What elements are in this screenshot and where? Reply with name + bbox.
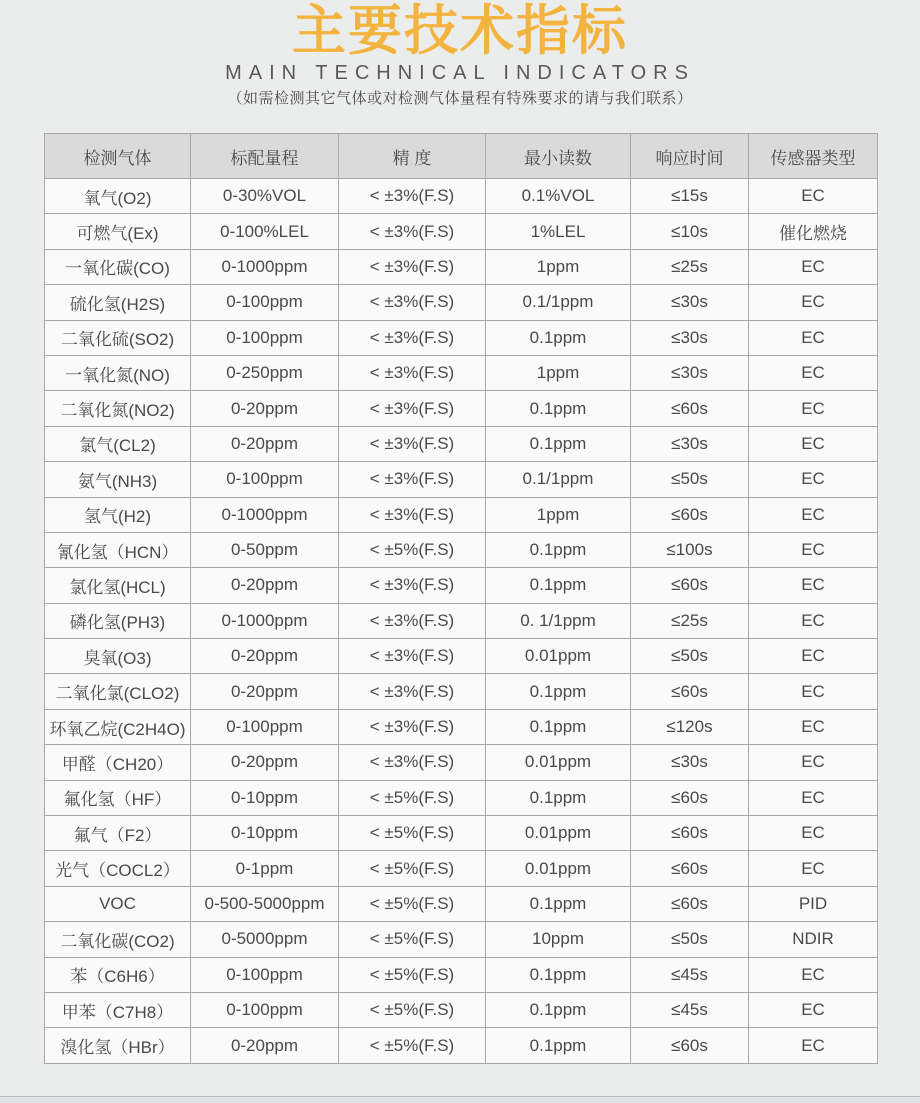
table-cell: EC xyxy=(749,851,878,886)
table-cell: < ±3%(F.S) xyxy=(339,214,486,249)
table-cell: EC xyxy=(749,709,878,744)
table-cell: ≤60s xyxy=(631,886,749,921)
table-row xyxy=(45,674,878,709)
table-cell: 0.1ppm xyxy=(486,886,631,921)
table-cell: < ±3%(F.S) xyxy=(339,639,486,674)
table-cell: < ±5%(F.S) xyxy=(339,780,486,815)
table-cell: < ±3%(F.S) xyxy=(339,709,486,744)
table-cell: ≤30s xyxy=(631,285,749,320)
table-cell: 0-1000ppm xyxy=(191,603,339,638)
table-cell: EC xyxy=(749,603,878,638)
table-cell: ≤60s xyxy=(631,497,749,532)
table-row xyxy=(45,462,878,497)
table-row xyxy=(45,816,878,851)
table-cell: 二氧化氮(NO2) xyxy=(45,391,191,426)
table-row xyxy=(45,639,878,674)
table-cell: ≤45s xyxy=(631,992,749,1027)
table-row xyxy=(45,391,878,426)
column-header-min-reading: 最小读数 xyxy=(486,134,631,179)
table-row xyxy=(45,922,878,957)
table-cell: EC xyxy=(749,745,878,780)
table-cell: 臭氧(O3) xyxy=(45,639,191,674)
table-row xyxy=(45,780,878,815)
table-cell: VOC xyxy=(45,886,191,921)
table-cell: < ±3%(F.S) xyxy=(339,426,486,461)
table-cell: 硫化氢(H2S) xyxy=(45,285,191,320)
table-cell: 环氧乙烷(C2H4O) xyxy=(45,709,191,744)
table-row xyxy=(45,992,878,1027)
table-cell: 0-250ppm xyxy=(191,355,339,390)
table-cell: EC xyxy=(749,816,878,851)
table-cell: < ±5%(F.S) xyxy=(339,886,486,921)
table-cell: < ±3%(F.S) xyxy=(339,568,486,603)
table-cell: 0.1ppm xyxy=(486,957,631,992)
table-cell: 0.1%VOL xyxy=(486,179,631,214)
table-cell: 0.1ppm xyxy=(486,1028,631,1063)
table-cell: EC xyxy=(749,320,878,355)
table-cell: < ±3%(F.S) xyxy=(339,745,486,780)
table-row xyxy=(45,1028,878,1063)
page-title: 主要技术指标 xyxy=(292,1,628,61)
table-cell: EC xyxy=(749,992,878,1027)
table-cell: 0-100%LEL xyxy=(191,214,339,249)
page-subtitle: MAIN TECHNICAL INDICATORS xyxy=(225,62,695,84)
table-cell: 0.1/1ppm xyxy=(486,285,631,320)
table-cell: 0.1ppm xyxy=(486,391,631,426)
table-cell: 氟化氢（HF） xyxy=(45,780,191,815)
table-cell: 0.1ppm xyxy=(486,320,631,355)
table-cell: 甲苯（C7H8） xyxy=(45,992,191,1027)
table-header-row xyxy=(45,134,878,179)
table-cell: 0.01ppm xyxy=(486,745,631,780)
table-cell: < ±3%(F.S) xyxy=(339,462,486,497)
table-cell: 氟气（F2） xyxy=(45,816,191,851)
table-cell: ≤50s xyxy=(631,639,749,674)
table-row xyxy=(45,179,878,214)
table-cell: 苯（C6H6） xyxy=(45,957,191,992)
page-header xyxy=(0,0,920,108)
column-header-gas: 检测气体 xyxy=(45,134,191,179)
table-cell: EC xyxy=(749,497,878,532)
table-row xyxy=(45,851,878,886)
table-cell: 光气（COCL2） xyxy=(45,851,191,886)
table-cell: 0.01ppm xyxy=(486,851,631,886)
table-cell: ≤25s xyxy=(631,603,749,638)
table-cell: ≤15s xyxy=(631,179,749,214)
table-cell: ≤45s xyxy=(631,957,749,992)
table-cell: 0-10ppm xyxy=(191,780,339,815)
table-cell: EC xyxy=(749,1028,878,1063)
table-row xyxy=(45,249,878,284)
table-row xyxy=(45,214,878,249)
technical-indicators-table xyxy=(44,133,878,1064)
table-cell: ≤60s xyxy=(631,674,749,709)
table-cell: 0-20ppm xyxy=(191,391,339,426)
table-cell: NDIR xyxy=(749,922,878,957)
table-body xyxy=(45,179,878,1064)
table-cell: < ±5%(F.S) xyxy=(339,922,486,957)
table-cell: EC xyxy=(749,532,878,567)
table-cell: 0-1000ppm xyxy=(191,249,339,284)
table-cell: EC xyxy=(749,568,878,603)
table-cell: 0-1ppm xyxy=(191,851,339,886)
column-header-range: 标配量程 xyxy=(191,134,339,179)
table-cell: 0.1ppm xyxy=(486,780,631,815)
table-row xyxy=(45,426,878,461)
table-cell: 氯化氢(HCL) xyxy=(45,568,191,603)
table-cell: ≤60s xyxy=(631,780,749,815)
table-cell: < ±3%(F.S) xyxy=(339,674,486,709)
table-cell: 0.1ppm xyxy=(486,709,631,744)
table-cell: ≤60s xyxy=(631,1028,749,1063)
table-cell: 氯气(CL2) xyxy=(45,426,191,461)
table-cell: EC xyxy=(749,355,878,390)
table-cell: 0-30%VOL xyxy=(191,179,339,214)
table-cell: ≤30s xyxy=(631,320,749,355)
table-row xyxy=(45,957,878,992)
table-cell: EC xyxy=(749,674,878,709)
table-row xyxy=(45,886,878,921)
table-cell: < ±5%(F.S) xyxy=(339,816,486,851)
table-cell: ≤60s xyxy=(631,391,749,426)
table-cell: ≤25s xyxy=(631,249,749,284)
table-cell: 1%LEL xyxy=(486,214,631,249)
table-cell: ≤60s xyxy=(631,851,749,886)
table-cell: < ±3%(F.S) xyxy=(339,249,486,284)
table-cell: 0.1ppm xyxy=(486,674,631,709)
table-cell: 二氧化氯(CLO2) xyxy=(45,674,191,709)
table-cell: < ±3%(F.S) xyxy=(339,603,486,638)
table-cell: EC xyxy=(749,780,878,815)
table-row xyxy=(45,355,878,390)
table-cell: < ±3%(F.S) xyxy=(339,179,486,214)
table-cell: 0.1ppm xyxy=(486,426,631,461)
table-cell: ≤10s xyxy=(631,214,749,249)
table-cell: 0-500-5000ppm xyxy=(191,886,339,921)
table-cell: 0.1ppm xyxy=(486,568,631,603)
table-cell: 0.1ppm xyxy=(486,992,631,1027)
table-row xyxy=(45,532,878,567)
table-cell: 0-20ppm xyxy=(191,639,339,674)
table-cell: EC xyxy=(749,426,878,461)
table-cell: EC xyxy=(749,285,878,320)
table-cell: 0-20ppm xyxy=(191,1028,339,1063)
table-cell: ≤50s xyxy=(631,462,749,497)
table-cell: 0-50ppm xyxy=(191,532,339,567)
table-cell: 0-20ppm xyxy=(191,674,339,709)
column-header-precision: 精 度 xyxy=(339,134,486,179)
table-cell: EC xyxy=(749,391,878,426)
table-cell: EC xyxy=(749,639,878,674)
column-header-sensor-type: 传感器类型 xyxy=(749,134,878,179)
table-cell: EC xyxy=(749,462,878,497)
table-cell: ≤50s xyxy=(631,922,749,957)
table-cell: ≤30s xyxy=(631,355,749,390)
table-cell: 0-20ppm xyxy=(191,745,339,780)
table-cell: EC xyxy=(749,957,878,992)
table-cell: < ±3%(F.S) xyxy=(339,355,486,390)
table-cell: PID xyxy=(749,886,878,921)
table-row xyxy=(45,285,878,320)
table-cell: 0.1ppm xyxy=(486,532,631,567)
table-cell: 氨气(NH3) xyxy=(45,462,191,497)
table-cell: 0.01ppm xyxy=(486,639,631,674)
table-cell: < ±3%(F.S) xyxy=(339,320,486,355)
table-cell: 氰化氢（HCN） xyxy=(45,532,191,567)
table-cell: ≤60s xyxy=(631,816,749,851)
table-cell: < ±3%(F.S) xyxy=(339,391,486,426)
table-cell: EC xyxy=(749,179,878,214)
column-header-response-time: 响应时间 xyxy=(631,134,749,179)
table-row xyxy=(45,320,878,355)
table-cell: ≤30s xyxy=(631,426,749,461)
table-cell: 0-100ppm xyxy=(191,462,339,497)
table-cell: 可燃气(Ex) xyxy=(45,214,191,249)
table-cell: 0-100ppm xyxy=(191,285,339,320)
table-cell: 甲醛（CH20） xyxy=(45,745,191,780)
table-cell: < ±5%(F.S) xyxy=(339,851,486,886)
table-row xyxy=(45,745,878,780)
table-cell: < ±3%(F.S) xyxy=(339,285,486,320)
table-row xyxy=(45,709,878,744)
table-cell: 氧气(O2) xyxy=(45,179,191,214)
table-cell: ≤120s xyxy=(631,709,749,744)
table-cell: 1ppm xyxy=(486,249,631,284)
table-cell: 溴化氢（HBr） xyxy=(45,1028,191,1063)
table-cell: EC xyxy=(749,249,878,284)
table-cell: 0-1000ppm xyxy=(191,497,339,532)
table-cell: 0.01ppm xyxy=(486,816,631,851)
table-cell: ≤60s xyxy=(631,568,749,603)
table-row xyxy=(45,603,878,638)
table-cell: 0. 1/1ppm xyxy=(486,603,631,638)
table-cell: < ±5%(F.S) xyxy=(339,1028,486,1063)
table-cell: < ±5%(F.S) xyxy=(339,532,486,567)
table-cell: 1ppm xyxy=(486,497,631,532)
table-cell: 10ppm xyxy=(486,922,631,957)
table-cell: 0-100ppm xyxy=(191,957,339,992)
table-cell: 二氧化碳(CO2) xyxy=(45,922,191,957)
table-row xyxy=(45,568,878,603)
table-cell: 0.1/1ppm xyxy=(486,462,631,497)
table-cell: 二氧化硫(SO2) xyxy=(45,320,191,355)
table-cell: 一氧化碳(CO) xyxy=(45,249,191,284)
table-cell: 一氧化氮(NO) xyxy=(45,355,191,390)
contact-note: （如需检测其它气体或对检测气体量程有特殊要求的请与我们联系） xyxy=(227,90,693,107)
table-cell: 0-100ppm xyxy=(191,320,339,355)
table-cell: 0-100ppm xyxy=(191,992,339,1027)
table-cell: < ±3%(F.S) xyxy=(339,497,486,532)
table-cell: 0-10ppm xyxy=(191,816,339,851)
table-cell: 氢气(H2) xyxy=(45,497,191,532)
table-cell: 磷化氢(PH3) xyxy=(45,603,191,638)
table-cell: < ±5%(F.S) xyxy=(339,957,486,992)
table-cell: 1ppm xyxy=(486,355,631,390)
table-cell: 0-20ppm xyxy=(191,426,339,461)
table-cell: 0-5000ppm xyxy=(191,922,339,957)
table-cell: 0-20ppm xyxy=(191,568,339,603)
table-cell: ≤100s xyxy=(631,532,749,567)
table-header xyxy=(45,134,878,179)
table-cell: < ±5%(F.S) xyxy=(339,992,486,1027)
table-row xyxy=(45,497,878,532)
table-cell: 催化燃烧 xyxy=(749,214,878,249)
table-cell: 0-100ppm xyxy=(191,709,339,744)
table-cell: ≤30s xyxy=(631,745,749,780)
